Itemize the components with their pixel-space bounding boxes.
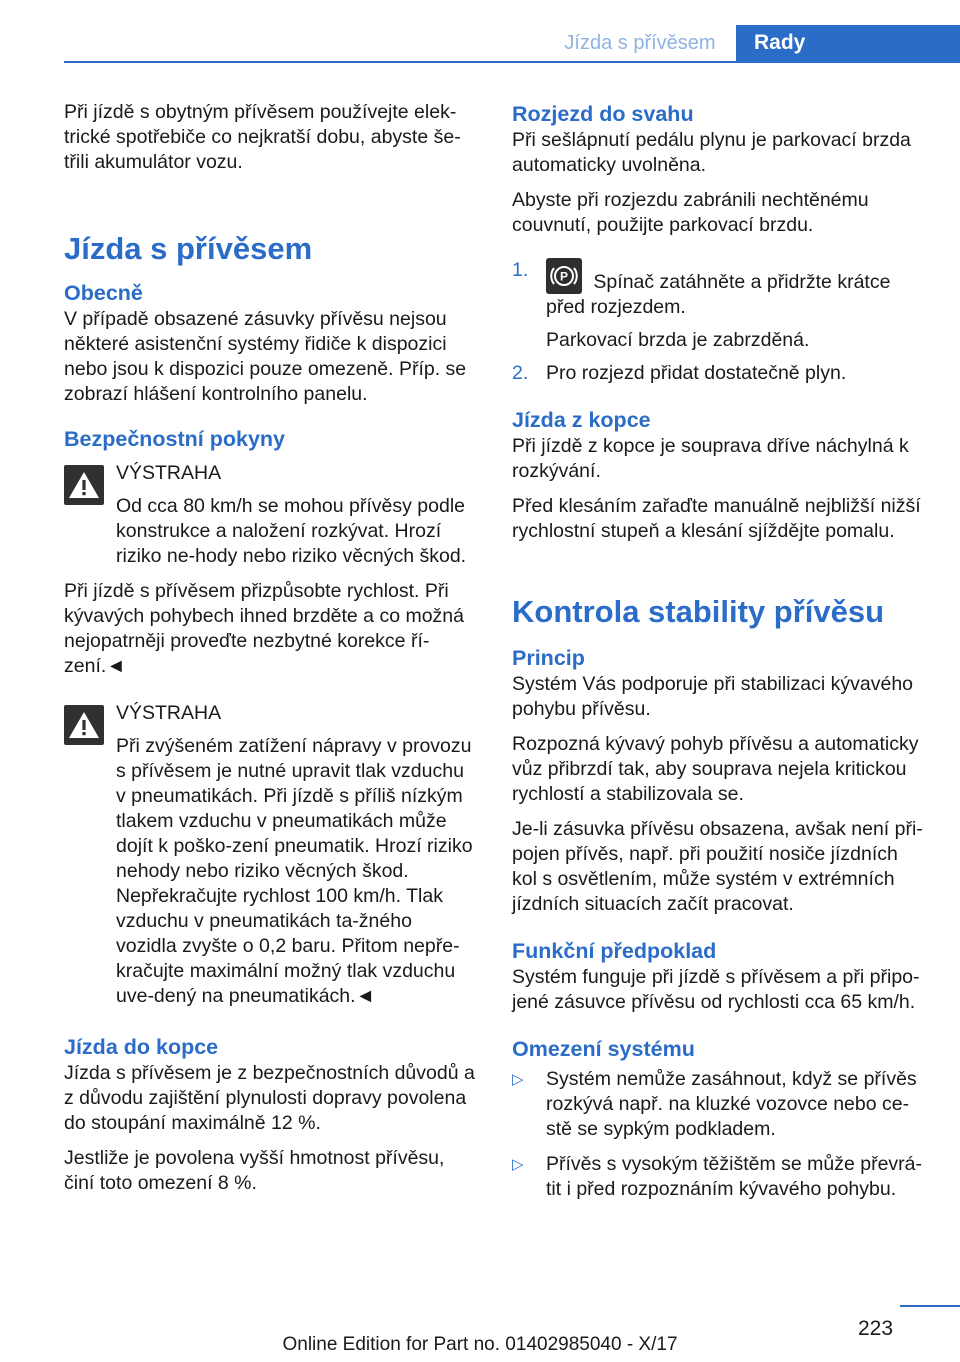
- intro-paragraph: Při jízdě s obytným přívěsem používejte elek-trické spotřebiče co nejkratší dobu, abyste še-třili akumulátor vozu.: [64, 101, 461, 173]
- heading-limits: Omezení systému: [512, 1037, 695, 1061]
- footer-rule: [900, 1305, 960, 1307]
- warning-triangle-icon: [64, 465, 104, 505]
- warning-text: Při zvýšeném zatížení nápravy v provozu s přívěsem je nutné upravit tlak vzduchu v pneumatikách. Při jízdě s příliš nízkým tlakem vzduchu v pneumatikách může dojít k poško-zení pneumatik. Hrozí riziko nehody nebo riziko věcných škod. Nepřekračujte rychlost 100 km/h. Tlak vzduchu v pneumatikách ta-žného vozidla zvyšte o 0,2 baru. Přitom nepře-kračujte maximální možný tlak vzduchu uve-dený na pneumatikách.◄: [116, 735, 473, 1007]
- step-number: 2.: [512, 362, 529, 384]
- warning-title: VÝSTRAHA: [116, 702, 222, 724]
- page-number: 223: [858, 1317, 894, 1340]
- warning-block-speed: [64, 461, 478, 569]
- step-text: Pro rozjezd přidat dostatečně plyn.: [546, 362, 847, 384]
- heading-hill-start: Rozjezd do svahu: [512, 102, 694, 126]
- chapter-tab: Rady: [736, 25, 960, 61]
- warning-block-tyre-pressure: [64, 701, 478, 726]
- step-text: Spínač zatáhněte a přidržte krátce před rozjezdem.: [546, 271, 891, 318]
- downhill-paragraph-2: Před klesáním zařaďte manuálně nejbližší nižší rychlostní stupeň a klesání sjíždějte pomalu.: [512, 495, 921, 542]
- edition-footer: Online Edition for Part no. 01402985040 - X/17: [282, 1334, 678, 1355]
- uphill-paragraph-1: Jízda s přívěsem je z bezpečnostních důvodů a z důvodu zajištění plynulosti dopravy povolena do stoupání maximálně 12 %.: [64, 1062, 475, 1134]
- precondition-paragraph: Systém funguje při jízdě s přívěsem a při připo-jené zásuvce přívěsu od rychlosti cca 65 km/h.: [512, 966, 920, 1013]
- right-column: [512, 100, 926, 1212]
- heading-principle: Princip: [512, 646, 585, 670]
- general-paragraph: V případě obsazené zásuvky přívěsu nejsou některé asistenční systémy řidiče k dispozici nebo jsou k dispozici pouze omezeně. Příp. se zobrazí hlášení kontrolního panelu.: [64, 308, 467, 405]
- uphill-paragraph-2: Jestliže je povolena vyšší hmotnost přívěsu, činí toto omezení 8 %.: [64, 1147, 445, 1194]
- header-rule: [64, 61, 960, 63]
- principle-paragraph-1: Systém Vás podporuje při stabilizaci kývavého pohybu přívěsu.: [512, 673, 914, 720]
- heading-uphill: Jízda do kopce: [64, 1035, 219, 1059]
- hill-start-paragraph-2: Abyste při rozjezdu zabránili nechtěnému couvnutí, použijte parkovací brzdu.: [512, 189, 869, 236]
- bullet-triangle-icon: ▷: [512, 1071, 524, 1088]
- list-item: [512, 1152, 926, 1202]
- hill-start-steps: [512, 258, 926, 386]
- hill-start-paragraph-1: Při sešlápnutí pedálu plynu je parkovací brzda automaticky uvolněna.: [512, 129, 911, 176]
- bullet-triangle-icon: ▷: [512, 1156, 524, 1173]
- warning-title: VÝSTRAHA: [116, 462, 222, 484]
- list-item: [512, 258, 926, 353]
- bullet-text: Přívěs s vysokým těžištěm se může převrá-tit i před rozpoznáním kývavého pohybu.: [546, 1153, 923, 1200]
- section-title-stability: Kontrola stability přívěsu: [512, 594, 885, 629]
- heading-safety: Bezpečnostní pokyny: [64, 427, 286, 451]
- warning-triangle-icon: [64, 705, 104, 745]
- downhill-paragraph-1: Při jízdě z kopce je souprava dříve náchylná k rozkývání.: [512, 435, 909, 482]
- list-item: [512, 1067, 926, 1142]
- section-title-trailer: Jízda s přívěsem: [64, 231, 313, 266]
- warning-text: Od cca 80 km/h se mohou přívěsy podle konstrukce a naložení rozkývat. Hrozí riziko ne-hody nebo riziko věcných škod.: [116, 495, 467, 567]
- section-tab: Jízda s přívěsem: [564, 32, 716, 54]
- list-item: [512, 361, 926, 386]
- heading-downhill: Jízda z kopce: [512, 408, 651, 432]
- step-number: 1.: [512, 259, 529, 281]
- left-column: [64, 100, 478, 1206]
- parking-brake-button-icon: [546, 258, 582, 294]
- principle-paragraph-3: Je-li zásuvka přívěsu obsazena, avšak není při-pojen přívěs, např. při použití nosiče jízdních kol s osvětlením, může systém v extrémních jízdních situacích začít pracovat.: [512, 818, 923, 915]
- heading-general: Obecně: [64, 281, 143, 305]
- warning-text-continued: Při jízdě s přívěsem přizpůsobte rychlost. Při kývavých pohybech ihned brzděte a co možná nejopatrněji proveďte nezbytné korekce ří-zení.◄: [64, 580, 464, 677]
- page-header: [0, 0, 960, 62]
- heading-precondition: Funkční předpoklad: [512, 939, 717, 963]
- svg-text:P: P: [559, 269, 569, 284]
- bullet-text: Systém nemůže zasáhnout, když se přívěs rozkývá např. na kluzké vozovce nebo ce-stě se sypkým podkladem.: [546, 1068, 917, 1140]
- step-note: Parkovací brzda je zabrzděná.: [546, 329, 810, 351]
- principle-paragraph-2: Rozpozná kývavý pohyb přívěsu a automaticky vůz přibrzdí tak, aby souprava nejela kritickou rychlostí a stabilizovala se.: [512, 733, 919, 805]
- limits-list: [512, 1067, 926, 1202]
